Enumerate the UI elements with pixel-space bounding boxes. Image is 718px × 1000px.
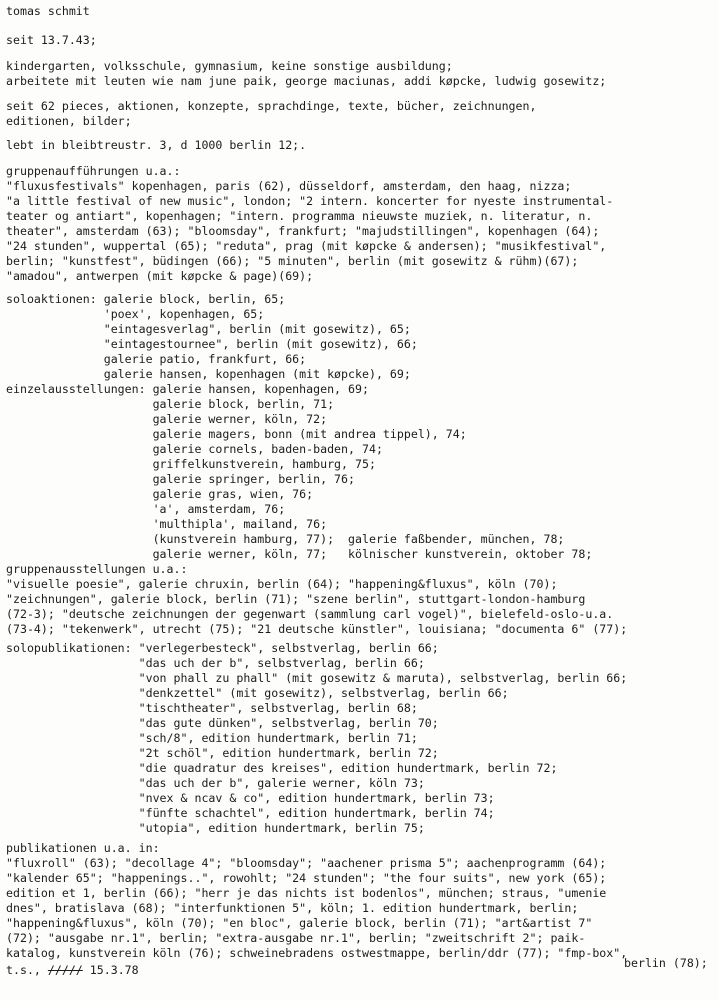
publications-section bbox=[6, 841, 627, 961]
solo-publications-section bbox=[6, 641, 627, 836]
text-line: "von phall zu phall" (mit gosewitz & maruta), selbstverlag, berlin 66; bbox=[6, 671, 628, 685]
text-line: galerie cornels, baden-baden, 74; bbox=[6, 442, 383, 456]
text-line: dnes", bratislava (68); "interfunktionen 5", köln; 1. edition hundertmark, berlin; bbox=[6, 901, 579, 915]
text-line: kindergarten, volksschule, gymnasium, keine sonstige ausbildung; bbox=[6, 59, 453, 73]
text-line: "sch/8", edition hundertmark, berlin 71; bbox=[6, 731, 418, 745]
text-line: galerie werner, köln, 72; bbox=[6, 412, 328, 426]
text-line: seit 62 pieces, aktionen, konzepte, sprachdinge, texte, bücher, zeichnungen, bbox=[6, 99, 537, 113]
text-line: 'multhipla', mailand, 76; bbox=[6, 517, 328, 531]
text-line: "happening&fluxus", köln (70); "en bloc", galerie block, berlin (71); "art&artist 7" bbox=[6, 916, 593, 930]
text-line: "das uch der b", galerie werner, köln 73; bbox=[6, 776, 425, 790]
solo-exhibitions-section bbox=[6, 382, 592, 562]
signature-struck-out: ///// bbox=[47, 963, 83, 977]
text-line: (kunstverein hamburg, 77); galerie faßbender, münchen, 78; bbox=[6, 532, 565, 546]
birth-section bbox=[6, 33, 97, 48]
artist-name-section bbox=[6, 4, 90, 19]
address-section bbox=[6, 138, 306, 153]
text-line: galerie gras, wien, 76; bbox=[6, 487, 314, 501]
signature-date: 15.3.78 bbox=[89, 963, 139, 977]
text-line: galerie patio, frankfurt, 66; bbox=[6, 352, 307, 366]
text-line: galerie block, berlin, 71; bbox=[6, 397, 335, 411]
text-line: griffelkunstverein, hamburg, 75; bbox=[6, 457, 376, 471]
text-line: "zeichnungen", galerie block, berlin (71); "szene berlin", stuttgart-london-hamburg bbox=[6, 592, 586, 606]
text-line: "eintagesverlag", berlin (mit gosewitz), 65; bbox=[6, 322, 411, 336]
text-line: "tischtheater", selbstverlag, berlin 68; bbox=[6, 701, 418, 715]
text-line: "fluxusfestivals" kopenhagen, paris (62), düsseldorf, amsterdam, den haag, nizza; bbox=[6, 179, 572, 193]
text-line: "2t schöl", edition hundertmark, berlin 72; bbox=[6, 746, 439, 760]
works-section bbox=[6, 99, 536, 129]
text-line: "visuelle poesie", galerie chruxin, berlin (64); "happening&fluxus", köln (70); bbox=[6, 577, 558, 591]
text-line: editionen, bilder; bbox=[6, 114, 132, 128]
section-heading: publikationen u.a. in: bbox=[6, 841, 160, 855]
education-section bbox=[6, 59, 606, 89]
text-line: arbeitete mit leuten wie nam june paik, george maciunas, addi køpcke, ludwig gosewitz; bbox=[6, 74, 607, 88]
text-line: galerie springer, berlin, 76; bbox=[6, 472, 356, 486]
text-line: "das gute dünken", selbstverlag, berlin 70; bbox=[6, 716, 439, 730]
birth-line: seit 13.7.43; bbox=[6, 33, 97, 47]
section-heading: gruppenausstellungen u.a.: bbox=[6, 562, 188, 576]
text-line: "fluxroll" (63); "decollage 4"; "bloomsday"; "aachener prisma 5"; aachenprogramm (64); bbox=[6, 856, 607, 870]
text-line: (73-4); "tekenwerk", utrecht (75); "21 deutsche künstler", louisiana; "documenta 6" (77); bbox=[6, 622, 628, 636]
text-line: 'a', amsterdam, 76; bbox=[6, 502, 286, 516]
text-line: 'poex', kopenhagen, 65; bbox=[6, 307, 265, 321]
text-line: "utopia", edition hundertmark, berlin 75; bbox=[6, 821, 425, 835]
text-line: (72-3); "deutsche zeichnungen der gegenwart (sammlung carl vogel)", bielefeld-oslo-u.a. bbox=[6, 607, 614, 621]
text-line: theater", amsterdam (63); "bloomsday", frankfurt; "majudstillingen", kopenhagen (64); bbox=[6, 224, 600, 238]
text-line: galerie magers, bonn (mit andrea tippel), 74; bbox=[6, 427, 467, 441]
text-line: "eintagestournee", berlin (mit gosewitz), 66; bbox=[6, 337, 418, 351]
text-line: "amadou", antwerpen (mit køpcke & page)(69); bbox=[6, 269, 314, 283]
publications-tail-section bbox=[624, 956, 708, 971]
signature-section bbox=[6, 963, 139, 978]
artist-name: tomas schmit bbox=[6, 4, 90, 18]
text-line: (72); "ausgabe nr.1", berlin; "extra-ausgabe nr.1", berlin; "zweitschrift 2"; paik- bbox=[6, 931, 586, 945]
address-line: lebt in bleibtreustr. 3, d 1000 berlin 12;. bbox=[6, 138, 307, 152]
text-line: "nvex & ncav & co", edition hundertmark, berlin 73; bbox=[6, 791, 495, 805]
solo-actions-section bbox=[6, 292, 418, 382]
section-heading: gruppenaufführungen u.a.: bbox=[6, 164, 181, 178]
text-line: "fünfte schachtel", edition hundertmark, berlin 74; bbox=[6, 806, 495, 820]
text-line: "die quadratur des kreises", edition hundertmark, berlin 72; bbox=[6, 761, 558, 775]
text-line: "24 stunden", wuppertal (65); "reduta", prag (mit køpcke & andersen); "musikfestival", bbox=[6, 239, 607, 253]
text-line: "kalender 65"; "happenings..", rowohlt; "24 stunden"; "the four suits", new york (65); bbox=[6, 871, 607, 885]
group-performances-section bbox=[6, 164, 613, 284]
text-line: berlin (78); bbox=[624, 956, 708, 970]
signature-line bbox=[6, 963, 139, 978]
text-line: galerie hansen, kopenhagen (mit køpcke), 69; bbox=[6, 367, 411, 381]
text-line: "denkzettel" (mit gosewitz), selbstverlag, berlin 66; bbox=[6, 686, 509, 700]
text-line: berlin; "kunstfest", büdingen (66); "5 minuten", berlin (mit gosewitz & rühm)(67); bbox=[6, 254, 579, 268]
text-line: "a little festival of new music", london; "2 intern. koncerter for nyeste instrumental- bbox=[6, 194, 614, 208]
text-line: katalog, kunstverein köln (76); schweinebradens ostwestmappe, berlin/ddr (77); "fmp-box", bbox=[6, 946, 628, 960]
section-heading: solopublikationen: "verlegerbesteck", selbstverlag, berlin 66; bbox=[6, 641, 439, 655]
text-line: edition et 1, berlin (66); "herr je das nichts ist bodenlos", münchen; straus, "umenie bbox=[6, 886, 607, 900]
section-heading: soloaktionen: galerie block, berlin, 65; bbox=[6, 292, 286, 306]
text-line: teater og antiart", kopenhagen; "intern. programma nieuwste muziek, n. literatur, n. bbox=[6, 209, 593, 223]
signature-prefix: t.s., bbox=[6, 963, 41, 977]
group-exhibitions-section bbox=[6, 562, 627, 637]
text-line: "das uch der b", selbstverlag, berlin 66; bbox=[6, 656, 425, 670]
text-line: galerie werner, köln, 77; kölnischer kunstverein, oktober 78; bbox=[6, 547, 593, 561]
section-heading: einzelausstellungen: galerie hansen, kopenhagen, 69; bbox=[6, 382, 369, 396]
